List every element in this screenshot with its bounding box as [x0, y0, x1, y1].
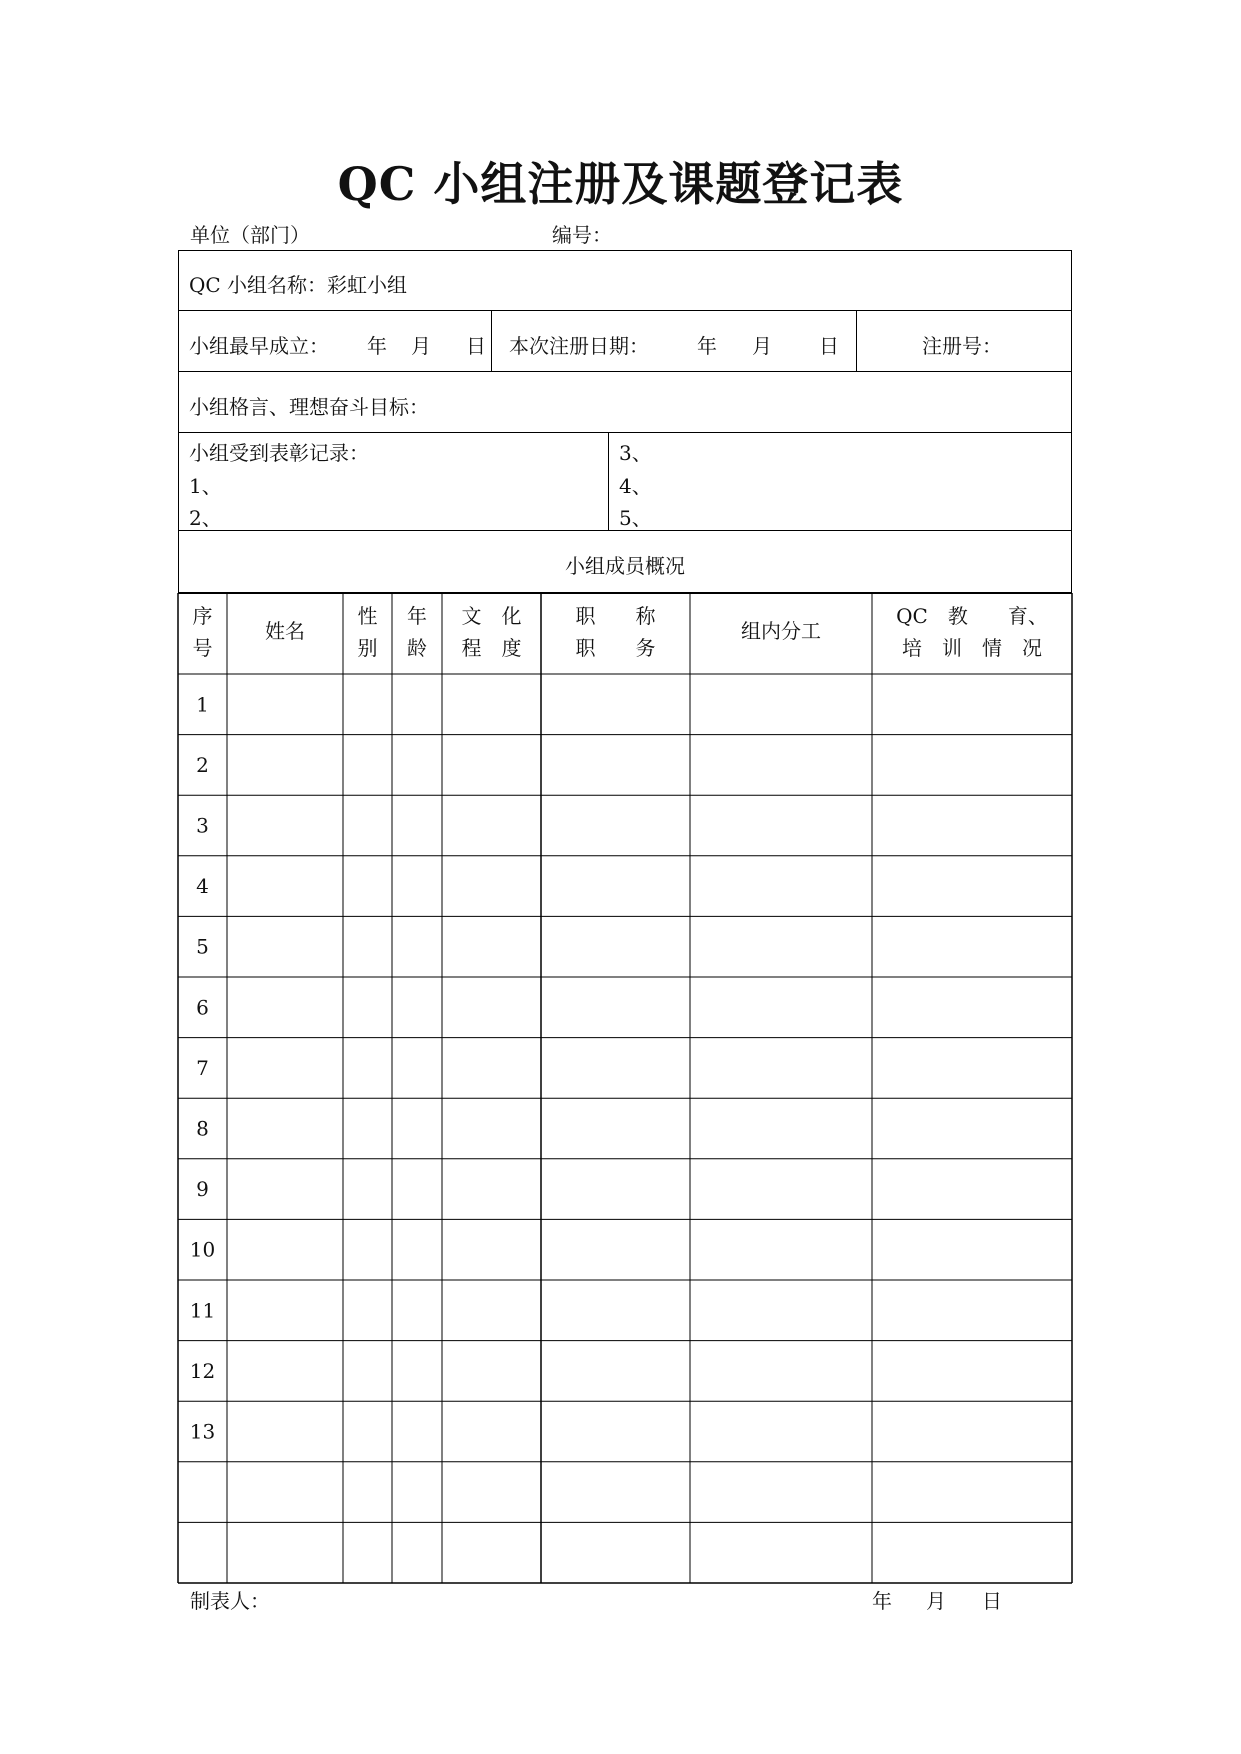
maker-label: 制表人：	[190, 1589, 270, 1613]
reg-month: 月	[752, 334, 772, 358]
award-item: 3、	[619, 441, 652, 465]
header-gender: 性	[357, 604, 378, 628]
motto-label: 小组格言、理想奋斗目标：	[189, 395, 429, 419]
row-number: 4	[196, 874, 209, 899]
row-number: 7	[196, 1055, 209, 1080]
footer-day: 日	[982, 1589, 1002, 1613]
header-education: 文 化	[461, 604, 522, 628]
header-title: 职 务	[575, 636, 656, 660]
reg-day: 日	[819, 334, 839, 358]
header-title: 职 称	[575, 604, 656, 628]
header-age: 年	[407, 604, 427, 628]
header-seq: 号	[192, 636, 213, 660]
row-number: 1	[196, 692, 209, 717]
unit-label: 单位（部门）	[190, 223, 310, 247]
founded-year: 年	[367, 334, 387, 358]
header-gender: 别	[357, 636, 378, 660]
row-number: 2	[196, 752, 209, 777]
header-education: 程 度	[461, 636, 522, 660]
award-item: 1、	[189, 474, 222, 498]
footer-year: 年	[872, 1589, 892, 1613]
award-item: 5、	[619, 506, 652, 530]
row-number: 11	[189, 1298, 216, 1323]
row-number: 9	[196, 1177, 209, 1202]
header-seq: 序	[192, 604, 213, 628]
header-age: 龄	[407, 636, 427, 660]
page-title: QC 小组注册及课题登记表	[337, 157, 904, 211]
row-number: 3	[196, 813, 209, 838]
row-number: 10	[189, 1237, 216, 1262]
awards-label: 小组受到表彰记录：	[189, 441, 369, 465]
reg-date-label: 本次注册日期：	[509, 334, 649, 358]
header-training: 培 训 情 况	[902, 636, 1042, 660]
reg-year: 年	[697, 334, 717, 358]
founded-label: 小组最早成立：	[189, 334, 329, 358]
header-name: 姓名	[265, 619, 305, 643]
founded-day: 日	[466, 334, 486, 358]
header-role: 组内分工	[741, 619, 821, 643]
row-number: 8	[196, 1116, 209, 1141]
row-number: 5	[196, 934, 209, 959]
row-number: 6	[196, 995, 209, 1020]
row-number: 12	[189, 1358, 216, 1383]
founded-month: 月	[411, 334, 431, 358]
serial-label: 编号：	[552, 223, 612, 247]
award-item: 2、	[189, 506, 222, 530]
footer-month: 月	[926, 1589, 946, 1613]
award-item: 4、	[619, 474, 652, 498]
row-number: 13	[189, 1419, 216, 1444]
reg-no-label: 注册号：	[922, 334, 1002, 358]
header-training: QC 教 育、	[896, 604, 1048, 628]
members-title: 小组成员概况	[565, 554, 685, 578]
group-name: QC 小组名称：彩虹小组	[189, 273, 408, 297]
